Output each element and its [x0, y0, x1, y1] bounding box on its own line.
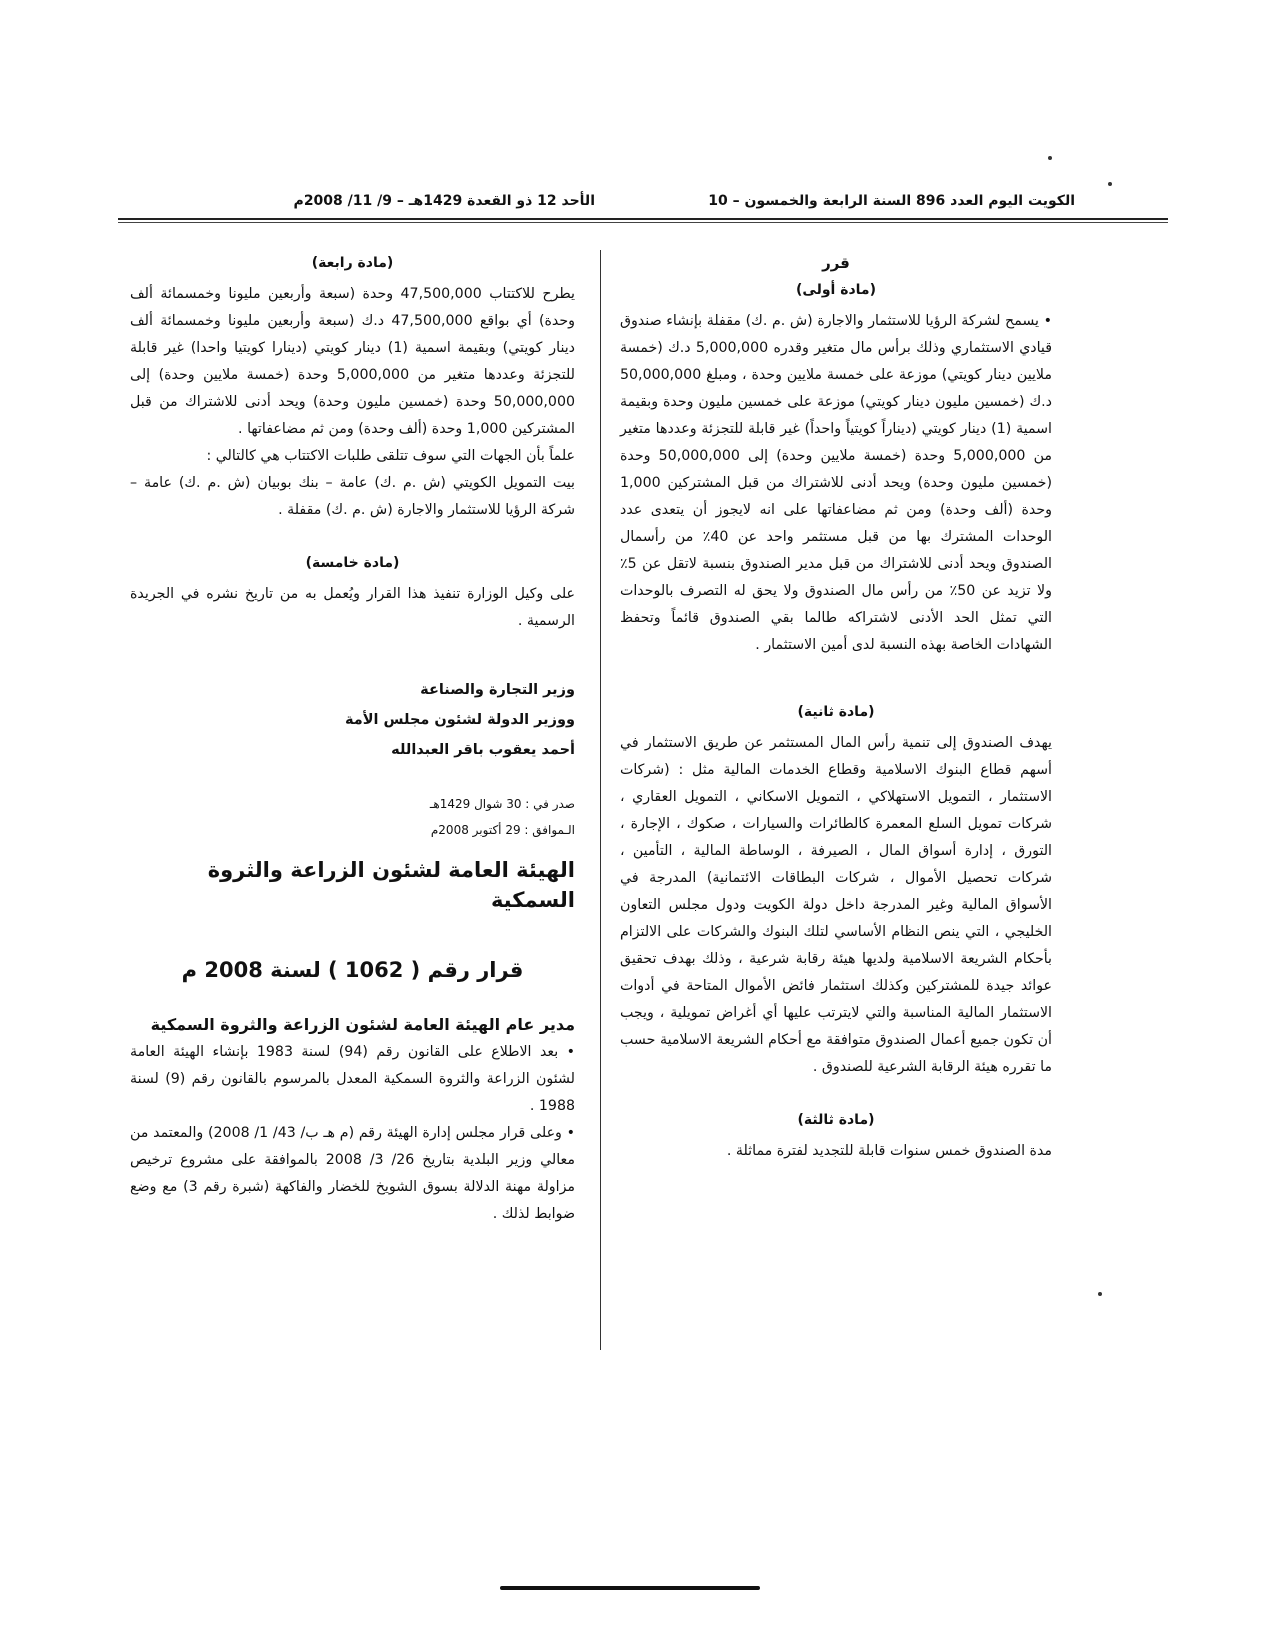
article1-title: (مادة أولى) — [796, 282, 876, 298]
scan-speck — [1098, 1292, 1102, 1296]
scan-speck — [1108, 182, 1112, 186]
signature-title-1: وزير التجارة والصناعة — [420, 682, 575, 698]
article4-title: (مادة رابعة) — [311, 255, 394, 271]
subscription-entities: بيت التمويل الكويتي (ش .م .ك) عامة – بنك بوبيان (ش .م .ك) عامة – شركة الرؤيا للاستثمار والاجارة (ش .م .ك) مقفلة . — [130, 475, 575, 518]
right-column — [620, 250, 1052, 1165]
bottom-rule — [500, 1586, 760, 1590]
preamble-1: • بعد الاطلاع على القانون رقم (94) لسنة 1983 بإنشاء الهيئة العامة لشئون الزراعة والثروة السمكية المعدل بالمرسوم بالقانون رقم (9) لسنة 1988 . — [130, 1044, 576, 1114]
article3-text: مدة الصندوق خمس سنوات قابلة للتجديد لفترة مماثلة . — [726, 1143, 1052, 1159]
article1-text: • يسمح لشركة الرؤيا للاستثمار والاجارة (ش .م .ك) مقفلة بإنشاء صندوق قيادي الاستثماري وذلك برأس مال متغير وقدره 5,000,000 د.ك (خمسة ملايين دينار كويتي) موزعة على خمسة ملايين وحدة ، ومبلغ 50,000,000 د.ك (خمسين مليون دينار كويتي) موزعة على خمسين مليون وحدة وبقيمة اسمية (1) دينار كويتي (ديناراً كويتياً واحداً) غير قابلة للتجزئة وعددها متغير من 5,000,000 وحدة (خمسة ملايين وحدة) إلى 50,000,000 وحدة (خمسين مليون وحدة) ويحد أدنى للاشتراك من قبل المشتركين 1,000 وحدة (ألف وحدة) ومن ثم مضاعفاتها على انه لايجوز أن يتعدى عدد الوحدات المشترك بها من قبل مستثمر واحد عن 40٪ من رأسمال الصندوق ويحد أدنى للاشتراك من قبل مدير الصندوق بنسبة لاتقل عن 5٪ ولا تزيد عن 50٪ من رأس مال الصندوق ولا يحق له التصرف بالوحدات التي تمثل الحد الأدنى لاشتراكه طالما بقي الصندوق قائماً وتحفظ الشهادات الخاصة بهذه النسبة لدى أمين الاستثمار . — [620, 313, 1052, 653]
subscription-intro: علماً بأن الجهات التي سوف تتلقى طلبات الاكتتاب هي كالتالي : — [206, 448, 575, 464]
issued-date: صدر في : 30 شوال 1429هـ — [429, 797, 575, 811]
header-issue-info: الكويت اليوم العدد 896 السنة الرابعة والخمسون – 10 — [708, 193, 1075, 209]
article4-text: يطرح للاكتتاب 47,500,000 وحدة (سبعة وأربعين مليونا وخمسمائة ألف وحدة) أي بواقع 47,500,000 د.ك (سبعة وأربعين مليونا وخمسمائة ألف دينار كويتي) وبقيمة اسمية (1) دينار كويتي (دينارا كويتيا واحدا) غير قابلة للتجزئة وعددها متغير من 5,000,000 وحدة (خمسة ملايين وحدة) إلى 50,000,000 وحدة (خمسين مليون وحدة) ويحد أدنى للاشتراك من قبل المشتركين 1,000 وحدة (ألف وحدة) ومن ثم مضاعفاتها . — [130, 286, 575, 437]
authority-heading: الهيئة العامة لشئون الزراعة والثروة السمكية — [207, 858, 575, 912]
article5-text: على وكيل الوزارة تنفيذ هذا القرار ويُعمل به من تاريخ نشره في الجريدة الرسمية . — [130, 586, 575, 629]
article2-title: (مادة ثانية) — [797, 704, 875, 720]
signature-name: أحمد يعقوب باقر العبدالله — [391, 742, 575, 758]
decree-issuer: مدير عام الهيئة العامة لشئون الزراعة والثروة السمكية — [150, 1015, 575, 1034]
header-rule — [118, 218, 1168, 220]
decree-title: قرار رقم ( 1062 ) لسنة 2008 م — [181, 958, 524, 982]
scan-speck — [1048, 156, 1052, 160]
corresponding-date: الـموافق : 29 أكتوبر 2008م — [430, 823, 575, 837]
column-divider — [600, 250, 601, 1350]
article3-title: (مادة ثالثة) — [797, 1112, 875, 1128]
header-date: الأحد 12 ذو القعدة 1429هـ – 9/ 11/ 2008م — [293, 193, 595, 209]
article5-title: (مادة خامسة) — [305, 555, 400, 571]
decides-heading: قرر — [822, 254, 850, 272]
header-rule-thin — [118, 222, 1168, 223]
left-column — [130, 250, 575, 1228]
article2-text: يهدف الصندوق إلى تنمية رأس المال المستثمر عن طريق الاستثمار في أسهم قطاع البنوك الاسلامية وقطاع الخدمات المالية مثل : (شركات الاستثمار ، التمويل الاستهلاكي ، التمويل الاسكاني ، التمويل العقاري ، شركات تمويل السلع المعمرة كالطائرات والسيارات ، صكوك ، الإجارة ، التورق ، إدارة أسواق المال ، الصيرفة ، الوساطة المالية ، التأمين ، شركات تحصيل الأموال ، شركات البطاقات الائتمانية) المدرجة في الأسواق المالية وغير المدرجة داخل دولة الكويت ودول مجلس التعاون الخليجي ، التي ينص النظام الأساسي لتلك البنوك والشركات على الالتزام بأحكام الشريعة الاسلامية ولديها هيئة رقابة شرعية ، وذلك بهدف تحقيق عوائد جيدة للمشتركين وكذلك استثمار فائض الأموال المتاحة في أدوات الاستثمار المالية المناسبة والتي لايترتب عليها أي أغراض تمويلية ، ويجب أن تكون جميع أعمال الصندوق متوافقة مع أحكام الشريعة الاسلامية حسب ما تقرره هيئة الرقابة الشرعية للصندوق . — [620, 735, 1052, 1075]
preamble-2: • وعلى قرار مجلس إدارة الهيئة رقم (م هـ ب/ 43/ 1/ 2008) والمعتمد من معالي وزير البلدية بتاريخ 26/ 3/ 2008 بالموافقة على مشروع ترخيص مزاولة مهنة الدلالة بسوق الشويخ للخضار والفاكهة (شبرة رقم 3) مع وضع ضوابط لذلك . — [130, 1125, 575, 1222]
signature-title-2: ووزير الدولة لشئون مجلس الأمة — [344, 712, 575, 728]
